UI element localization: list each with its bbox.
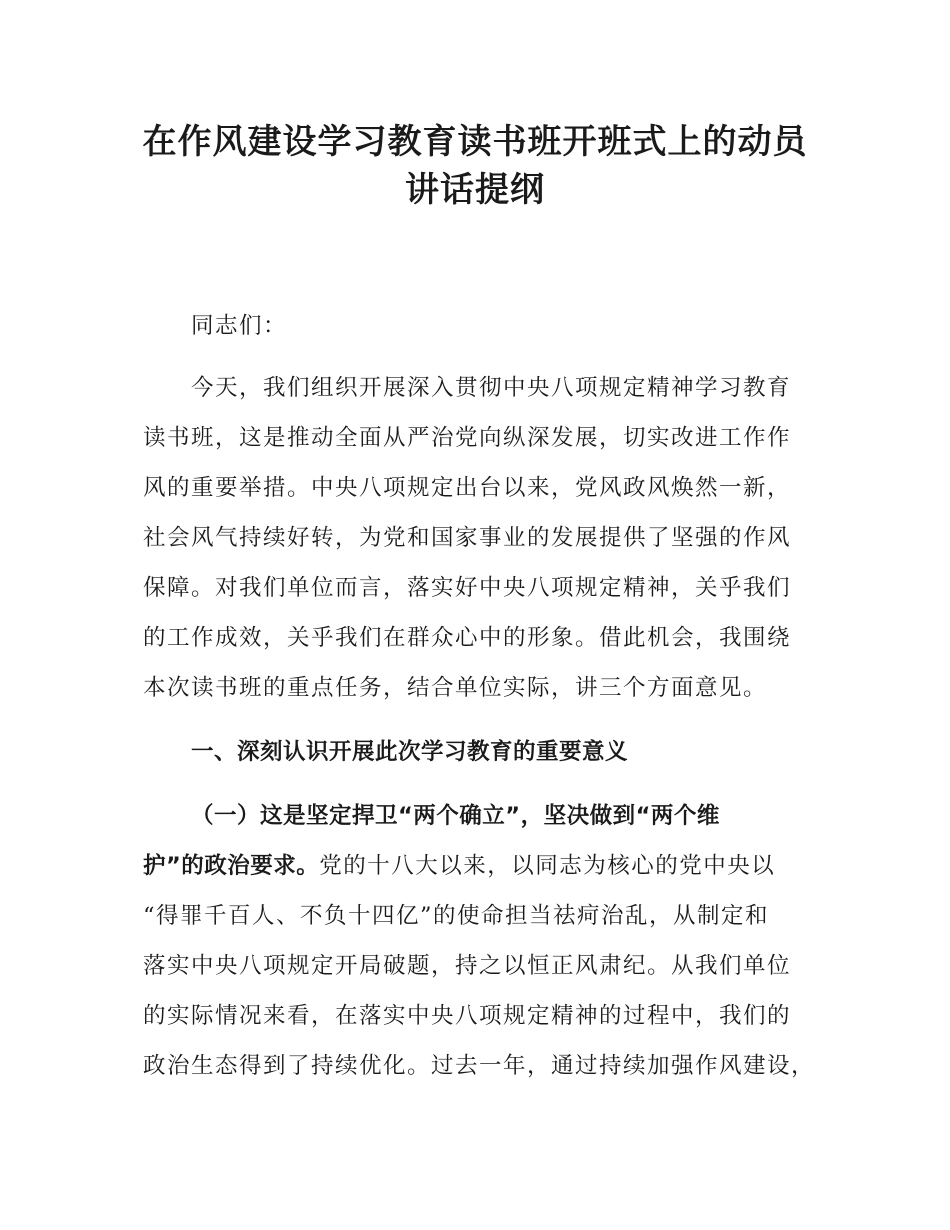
body-line: 的实际情况来看，在落实中央八项规定精神的过程中，我们的 [143, 1003, 792, 1029]
body-line: 政治生态得到了持续优化。过去一年，通过持续加强作风建设， [143, 1053, 816, 1079]
intro-line: 的工作成效，关乎我们在群众心中的形象。借此机会，我围绕 [143, 625, 792, 651]
intro-line: 读书班，这是推动全面从严治党向纵深发展，切实改进工作作 [143, 425, 792, 451]
intro-line: 风的重要举措。中央八项规定出台以来，党风政风焕然一新， [143, 475, 792, 501]
subsection-heading-1-end: 护”的政治要求。 [143, 853, 320, 879]
document-title-line-1: 在作风建设学习教育读书班开班式上的动员 [142, 122, 808, 162]
intro-line: 社会风气持续好转，为党和国家事业的发展提供了坚强的作风 [143, 525, 792, 551]
body-line: “得罪千百人、不负十四亿”的使命担当祛疴治乱，从制定和 [143, 903, 770, 929]
body-text-inline: 党的十八大以来，以同志为核心的党中央以 [319, 853, 776, 879]
intro-line: 今天，我们组织开展深入贯彻中央八项规定精神学习教育 [191, 375, 792, 401]
body-line: 落实中央八项规定开局破题，持之以恒正风肃纪。从我们单位 [143, 953, 792, 979]
section-heading-1: 一、深刻认识开展此次学习教育的重要意义 [191, 739, 629, 765]
intro-line: 保障。对我们单位而言，落实好中央八项规定精神，关乎我们 [143, 575, 792, 601]
salutation: 同志们： [191, 313, 288, 339]
document-title-line-2: 讲话提纲 [405, 170, 545, 210]
subsection-heading-1: （一）这是坚定捍卫“两个确立”，坚决做到“两个维 [191, 803, 720, 829]
intro-line: 本次读书班的重点任务，结合单位实际，讲三个方面意见。 [143, 675, 768, 701]
subsection-line-2 [143, 850, 823, 882]
